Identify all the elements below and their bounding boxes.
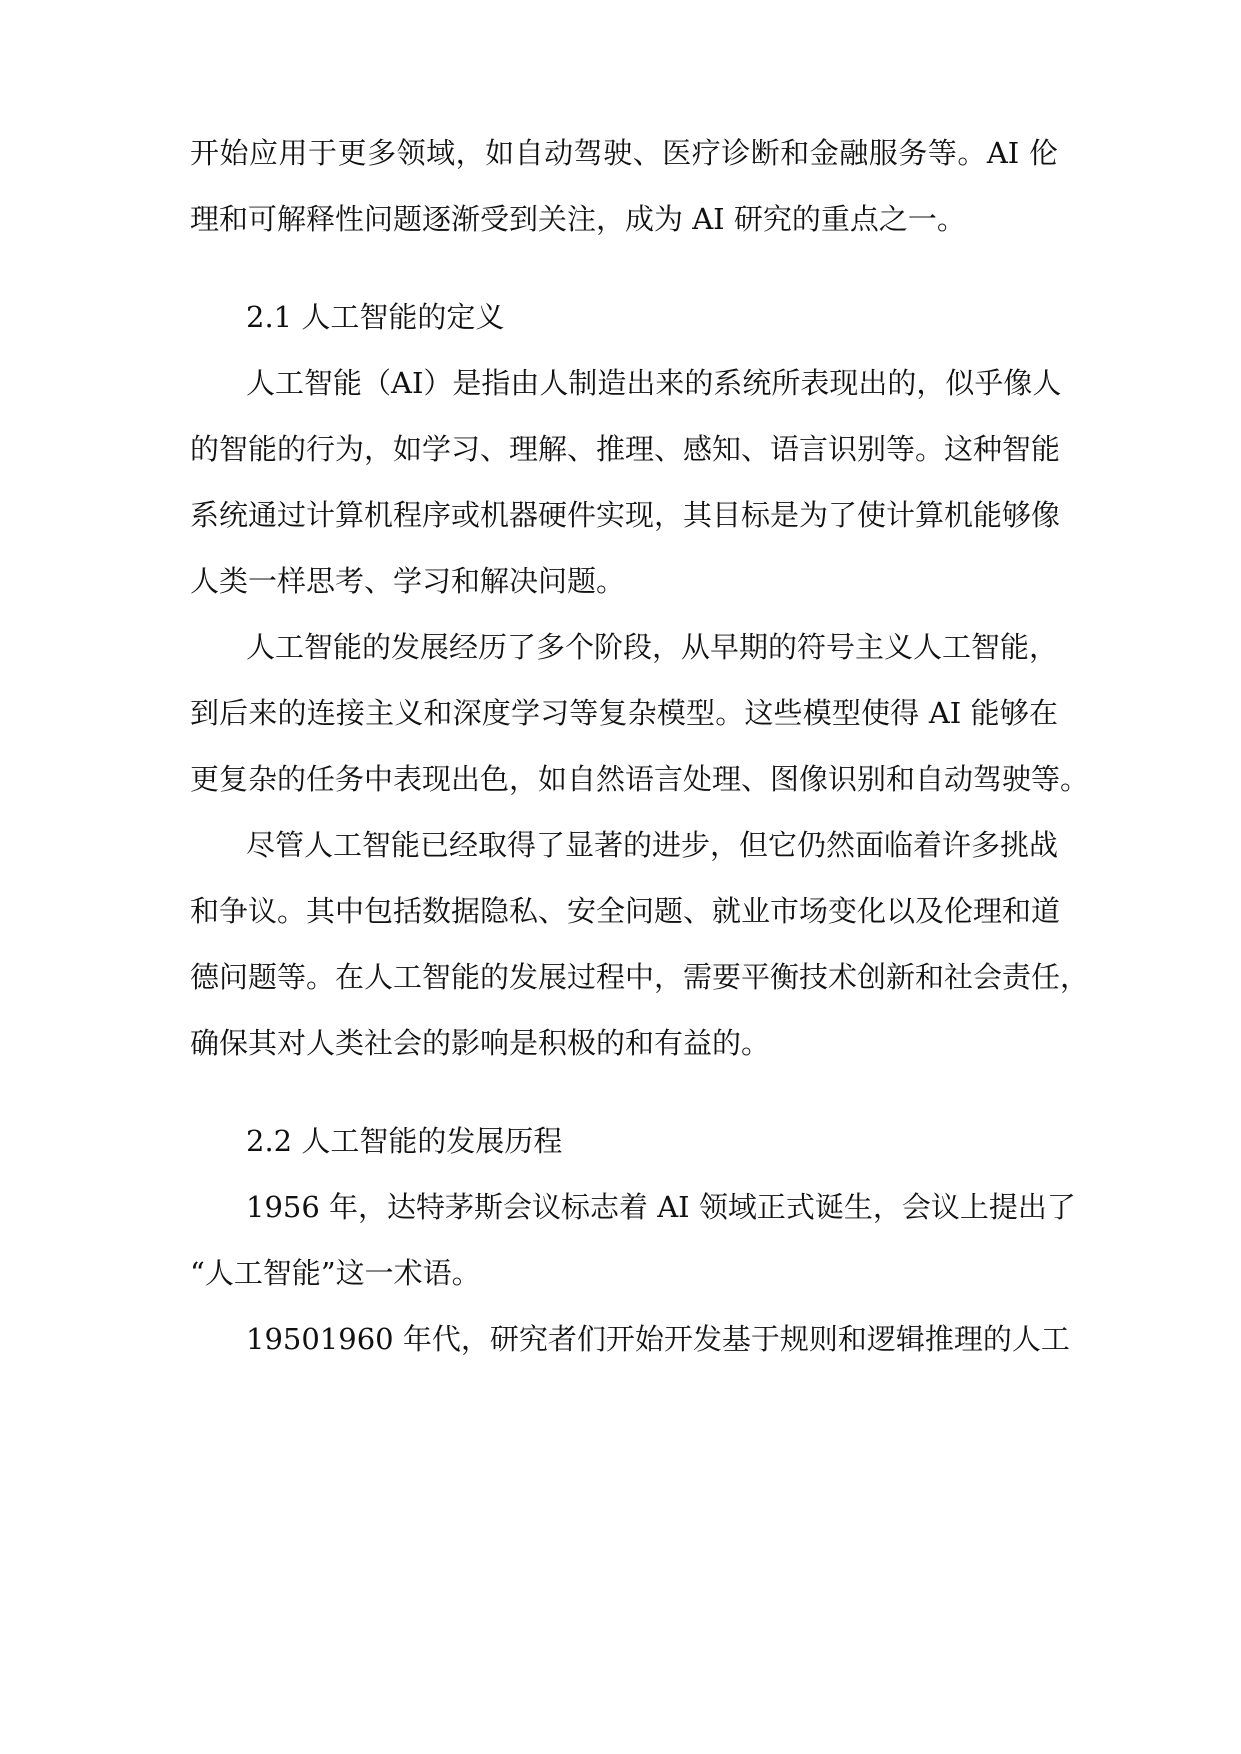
paragraph-line: 确保其对人类社会的影响是积极的和有益的。 [190, 1026, 771, 1060]
document-page [190, 0, 1090, 1754]
paragraph-line: 和争议。其中包括数据隐私、安全问题、就业市场变化以及伦理和道 [190, 894, 1061, 928]
paragraph-line: 尽管人工智能已经取得了显著的进步，但它仍然面临着许多挑战 [246, 828, 1059, 862]
intro-line-2: 理和可解释性问题逐渐受到关注，成为 AI 研究的重点之一。 [190, 202, 966, 236]
paragraph-line: “人工智能”这一术语。 [190, 1256, 481, 1290]
section-heading-2-1: 2.1 人工智能的定义 [246, 300, 505, 334]
paragraph-line: 人工智能（AI）是指由人制造出来的系统所表现出的，似乎像人 [246, 366, 1062, 400]
paragraph-line: 更复杂的任务中表现出色，如自然语言处理、图像识别和自动驾驶等。 [190, 762, 1090, 796]
paragraph-line: 人类一样思考、学习和解决问题。 [190, 564, 626, 598]
paragraph-line: 系统通过计算机程序或机器硬件实现，其目标是为了使计算机能够像 [190, 498, 1061, 532]
section-heading-2-2: 2.2 人工智能的发展历程 [246, 1124, 563, 1158]
paragraph-line: 人工智能的发展经历了多个阶段，从早期的符号主义人工智能， [246, 630, 1059, 664]
paragraph-line: 德问题等。在人工智能的发展过程中，需要平衡技术创新和社会责任， [190, 960, 1090, 994]
intro-line-1: 开始应用于更多领域，如自动驾驶、医疗诊断和金融服务等。AI 伦 [190, 136, 1058, 170]
paragraph-line: 的智能的行为，如学习、理解、推理、感知、语言识别等。这种智能 [190, 432, 1061, 466]
paragraph-line: 19501960 年代，研究者们开始开发基于规则和逻辑推理的人工 [246, 1322, 1070, 1356]
paragraph-line: 1956 年，达特茅斯会议标志着 AI 领域正式诞生，会议上提出了 [246, 1190, 1076, 1224]
paragraph-line: 到后来的连接主义和深度学习等复杂模型。这些模型使得 AI 能够在 [190, 696, 1058, 730]
